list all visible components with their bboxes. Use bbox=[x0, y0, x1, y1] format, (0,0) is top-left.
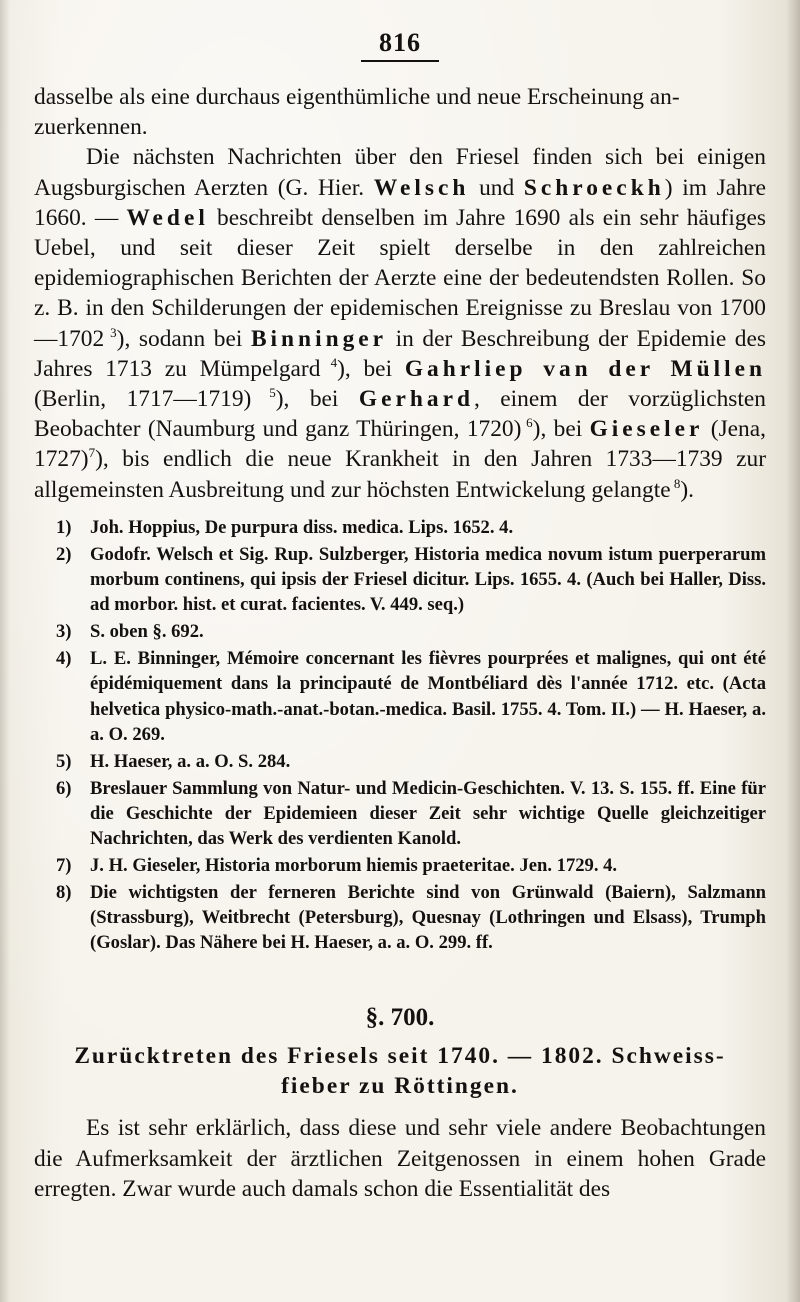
text-segment: beschreibt denselben im Jahre 1690 als ein sehr häufiges Uebel, und seit dieser Zeit spielt derselbe in den zahlreichen epidemiographischen Berichten der Aerzte eine der bedeutendsten Rollen. So z. B. in den Schilderungen der epidemischen Ereignisse zu Breslau von 1700—1702 bbox=[34, 204, 766, 352]
page-edge-shadow-left bbox=[0, 0, 10, 1302]
text-segment: ). bbox=[680, 476, 694, 503]
text-segment: (Berlin, 1717—1719) bbox=[34, 386, 252, 413]
footnote-3 bbox=[34, 619, 766, 644]
paragraph-section-700: Es ist sehr erklärlich, dass diese und sehr viele andere Beobachtungen die Aufmerksamkeit der ärztlichen Zeitgenossen in einem hohen Grade erregten. Zwar wurde auch damals schon die Essentialität des bbox=[34, 1115, 766, 1202]
footnote-ref: 3 bbox=[110, 324, 117, 340]
text-segment: ), sodann bei bbox=[116, 325, 251, 352]
footnotes bbox=[34, 515, 766, 956]
section-number: §. 700. bbox=[365, 1004, 435, 1032]
author-name: Gahrliep van der Müllen bbox=[404, 355, 766, 382]
footnote-number: 5) bbox=[56, 750, 72, 772]
paragraph-continuation bbox=[34, 82, 766, 142]
page-header bbox=[34, 0, 766, 70]
text-segment: Die nächsten Nachrichten über den Friesel finden sich bei einigen Augsburgischen Aerzten (G. Hier. bbox=[34, 144, 766, 201]
text-segment: (Jena, 1727) bbox=[34, 416, 766, 473]
footnote-text: Breslauer Sammlung von Natur- und Medicin-Geschichten. V. 13. S. 155. ff. Eine für die Geschichte der Epidemieen dieser Zeit sehr wichtige Quelle gleichzeitiger Nachrichten, das Werk des verdienten Kanold. bbox=[90, 777, 766, 849]
footnote-number: 8) bbox=[56, 882, 72, 904]
paragraph-continuation-line-1: dasselbe als eine durchaus eigenthümliche und neue Erscheinung an- bbox=[34, 84, 680, 110]
section-text bbox=[34, 1113, 766, 1204]
footnote-8 bbox=[34, 880, 766, 955]
footnote-1 bbox=[34, 515, 766, 540]
author-name: Schroeckh bbox=[523, 174, 665, 201]
page-edge-shadow-right bbox=[786, 0, 800, 1302]
author-name: Wedel bbox=[126, 204, 209, 231]
text-segment: ) im Jahre 1660. — bbox=[34, 174, 766, 231]
footnote-4 bbox=[34, 646, 766, 746]
text-segment: , einem der vorzüglichsten Beobachter (Naumburg und ganz Thüringen, 1720) bbox=[34, 386, 766, 443]
footnote-number: 1) bbox=[56, 516, 72, 538]
footnote-2 bbox=[34, 542, 766, 617]
author-name: Gieseler bbox=[589, 416, 704, 443]
footnote-text: H. Haeser, a. a. O. S. 284. bbox=[90, 750, 291, 772]
text-segment: und bbox=[469, 174, 524, 201]
text-segment: ), bis endlich die neue Krankheit in den Jahren 1733—1739 zur allgemeinsten Ausbreitung und zur höchsten Entwickelung gelangte bbox=[34, 446, 766, 503]
author-name: Gerhard bbox=[358, 386, 474, 413]
text-segment: ), bei bbox=[532, 416, 590, 443]
page-number: 816 bbox=[361, 28, 439, 62]
paragraph-continuation-line-2: zuerkennen. bbox=[34, 114, 148, 141]
footnote-ref: 6 bbox=[526, 415, 533, 431]
footnote-5 bbox=[34, 749, 766, 774]
footnote-text: S. oben §. 692. bbox=[90, 621, 204, 643]
main-text bbox=[34, 82, 766, 505]
footnote-text: Die wichtigsten der ferneren Berichte sind von Grünwald (Baiern), Salzmann (Strassburg), Weitbrecht (Petersburg), Quesnay (Lothringen und Elsass), Trumph (Goslar). Das Nähere bei H. Haeser, a. a. O. 299. ff. bbox=[90, 882, 766, 954]
footnote-number: 7) bbox=[56, 855, 72, 877]
text-segment: ), bei bbox=[337, 355, 405, 382]
footnote-text: Joh. Hoppius, De purpura diss. medica. Lips. 1652. 4. bbox=[90, 516, 514, 538]
section-title-line-2: fieber zu Röttingen. bbox=[281, 1073, 519, 1100]
text-segment: in der Beschreibung der Epidemie des Jahres 1713 zu Mümpelgard bbox=[34, 325, 766, 382]
footnote-ref: 8 bbox=[673, 475, 681, 491]
footnote-text: L. E. Binninger, Mémoire concernant les fièvres pourprées et malignes, qui ont été épidémiquement dans la principauté de Montbéliard dès l'année 1712. etc. (Acta helvetica physico-math.-anat.-botan.-medica. Basil. 1755. 4. Tom. II.) — H. Haeser, a. a. O. 269. bbox=[90, 648, 766, 745]
author-name: Binninger bbox=[250, 325, 388, 352]
paragraph-history bbox=[34, 142, 766, 504]
footnote-text: J. H. Gieseler, Historia morborum hiemis praeteritae. Jen. 1729. 4. bbox=[90, 855, 618, 877]
author-name: Welsch bbox=[373, 174, 470, 201]
footnote-ref: 5 bbox=[269, 385, 276, 401]
footnote-7 bbox=[34, 853, 766, 878]
text-segment: ), bei bbox=[275, 386, 359, 413]
footnote-text: Godofr. Welsch et Sig. Rup. Sulzberger, Historia medica novum istum puerperarum morbum continens, qui ipsis der Friesel dicitur. Lips. 1655. 4. (Auch bei Haller, Diss. ad morbor. hist. et curat. facientes. V. 449. seq.) bbox=[90, 543, 766, 616]
footnote-number: 4) bbox=[56, 648, 72, 670]
section-title bbox=[34, 1041, 766, 1101]
footnote-number: 3) bbox=[56, 621, 72, 643]
footnote-number: 2) bbox=[56, 543, 72, 565]
section-title-line-1: Zurücktreten des Friesels seit 1740. — 1802. Schweiss- bbox=[74, 1043, 726, 1070]
footnote-number: 6) bbox=[56, 777, 72, 799]
footnote-6 bbox=[34, 776, 766, 851]
footnote-ref: 4 bbox=[330, 355, 338, 371]
footnote-ref: 7 bbox=[88, 445, 96, 461]
